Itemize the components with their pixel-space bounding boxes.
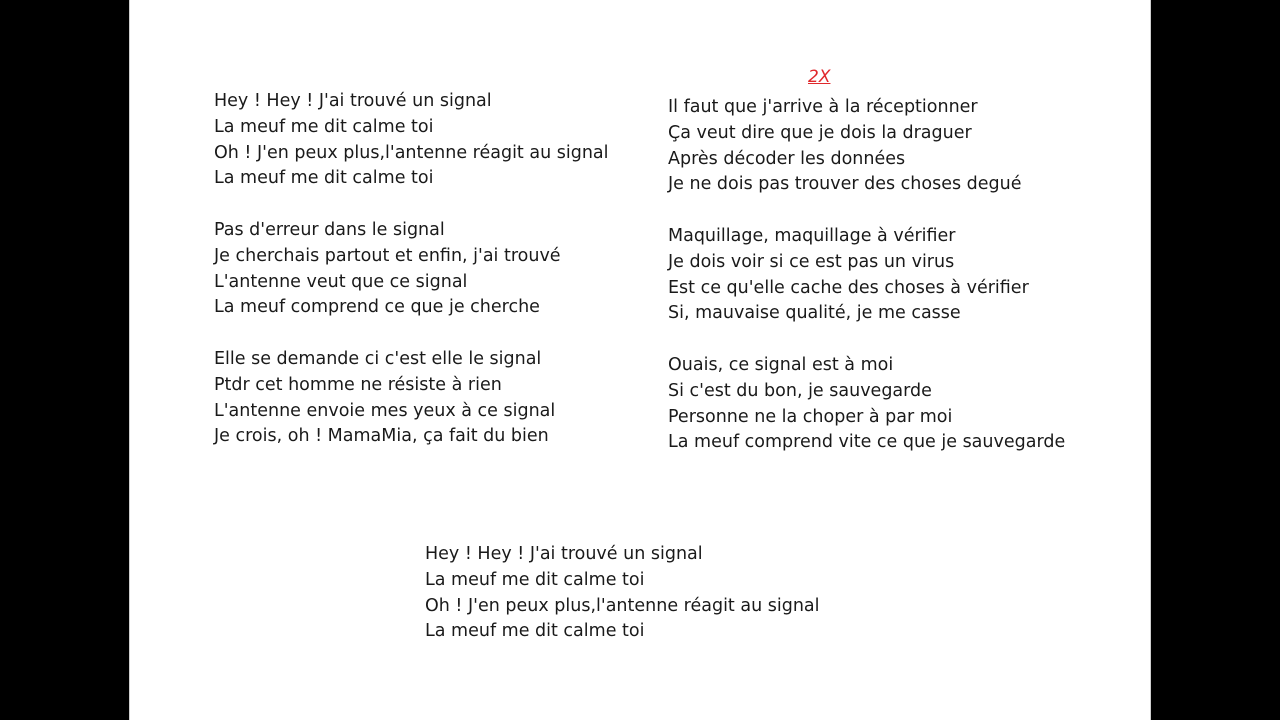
stanza xyxy=(214,347,609,450)
lyric-line: L'antenne envoie mes yeux à ce signal xyxy=(214,400,556,421)
repeat-marker: 2X xyxy=(808,67,831,87)
lyric-line: Après décoder les données xyxy=(668,148,906,169)
stanza-gap xyxy=(668,198,1065,224)
stanza xyxy=(214,89,609,192)
stanza xyxy=(214,218,609,321)
lyric-line: Oh ! J'en peux plus,l'antenne réagit au signal xyxy=(214,142,609,163)
lyric-line: Je crois, oh ! MamaMia, ça fait du bien xyxy=(214,426,549,447)
lyric-line: Maquillage, maquillage à vérifier xyxy=(668,225,956,246)
lyric-line: Ptdr cet homme ne résiste à rien xyxy=(214,374,502,395)
lyric-line: Je cherchais partout et enfin, j'ai trouvé xyxy=(214,245,561,266)
lyric-line: La meuf me dit calme toi xyxy=(214,116,434,137)
right-lyrics-column xyxy=(668,95,1065,456)
lyric-line: Si, mauvaise qualité, je me casse xyxy=(668,303,961,324)
stanza xyxy=(668,224,1065,327)
lyric-line: La meuf me dit calme toi xyxy=(425,621,645,642)
left-lyrics-column xyxy=(214,89,609,450)
lyric-line: Elle se demande ci c'est elle le signal xyxy=(214,348,542,369)
lyrics-page xyxy=(129,0,1151,720)
lyric-line: Hey ! Hey ! J'ai trouvé un signal xyxy=(214,91,492,111)
lyric-line: Ça veut dire que je dois la draguer xyxy=(668,122,972,143)
lyric-line: La meuf comprend vite ce que je sauvegarde xyxy=(668,432,1066,453)
lyric-line: La meuf me dit calme toi xyxy=(214,168,434,189)
stanza xyxy=(668,95,1065,198)
stanza-gap xyxy=(668,327,1065,353)
lyric-line: Personne ne la choper à par moi xyxy=(668,406,953,427)
lyric-line: Il faut que j'arrive à la réceptionner xyxy=(668,97,978,117)
stanza-gap xyxy=(214,192,609,218)
lyric-line: Hey ! Hey ! J'ai trouvé un signal xyxy=(425,544,703,564)
lyric-line: Je dois voir si ce est pas un virus xyxy=(668,251,955,272)
lyric-line: Oh ! J'en peux plus,l'antenne réagit au signal xyxy=(425,595,820,616)
lyric-line: Est ce qu'elle cache des choses à vérifier xyxy=(668,277,1029,298)
lyric-line: La meuf comprend ce que je cherche xyxy=(214,297,540,318)
lyric-line: L'antenne veut que ce signal xyxy=(214,271,468,292)
stanza xyxy=(668,353,1065,456)
lyric-line: Si c'est du bon, je sauvegarde xyxy=(668,380,932,401)
chorus-block xyxy=(425,542,820,645)
lyric-line: Pas d'erreur dans le signal xyxy=(214,219,445,240)
stanza-gap xyxy=(214,321,609,347)
lyric-line: Ouais, ce signal est à moi xyxy=(668,354,894,375)
lyric-line: Je ne dois pas trouver des choses degué xyxy=(668,174,1022,195)
lyric-line: La meuf me dit calme toi xyxy=(425,569,645,590)
